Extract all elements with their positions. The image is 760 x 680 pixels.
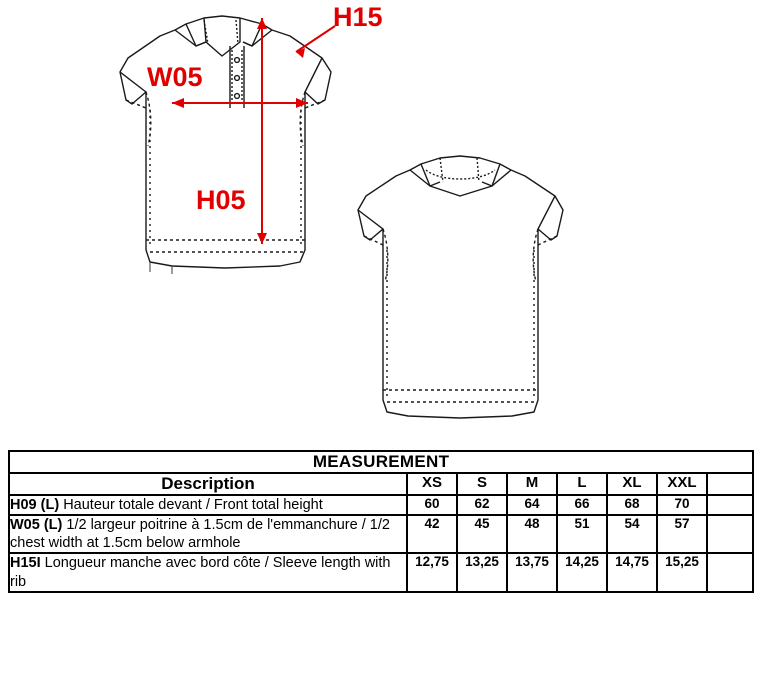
row-h15i-value-xxl: 15,25	[657, 553, 707, 591]
measurement-table	[8, 450, 754, 593]
row-h09-value-s: 62	[457, 495, 507, 515]
row-code-w05: W05 (L)	[10, 517, 63, 534]
row-code-h09: H09 (L)	[10, 497, 60, 513]
row-h15i-value-m: 13,75	[507, 553, 557, 591]
row-w05-value-s: 45	[457, 515, 507, 553]
table-header-row	[9, 473, 753, 495]
row-code-h15i: H15I	[10, 555, 41, 572]
table-row	[9, 495, 753, 515]
row-w05-value-l: 51	[557, 515, 607, 553]
row-h15i-value-l: 14,25	[557, 553, 607, 591]
table-row	[9, 515, 753, 553]
table-title-row	[9, 451, 753, 473]
polo-back-outline	[358, 156, 563, 418]
column-header-spare	[707, 473, 753, 495]
table-row	[9, 553, 753, 591]
row-w05-value-xxl: 57	[657, 515, 707, 553]
row-h09-spare	[707, 495, 753, 515]
row-h09-value-xxl: 70	[657, 495, 707, 515]
column-header-l: L	[557, 473, 607, 495]
row-h09-value-xl: 68	[607, 495, 657, 515]
row-description-w05	[9, 515, 407, 553]
row-h15i-value-xl: 14,75	[607, 553, 657, 591]
row-w05-spare	[707, 515, 753, 553]
annotation-label-w05: W05	[147, 62, 203, 92]
table-title: MEASUREMENT	[9, 451, 753, 473]
column-header-s: S	[457, 473, 507, 495]
row-h15i-spare	[707, 553, 753, 591]
row-description-h09	[9, 495, 407, 515]
column-header-m: M	[507, 473, 557, 495]
row-description-h15i	[9, 553, 407, 591]
row-h09-value-l: 66	[557, 495, 607, 515]
row-h09-value-xs: 60	[407, 495, 457, 515]
row-w05-value-xl: 54	[607, 515, 657, 553]
column-header-description: Description	[9, 473, 407, 495]
row-text-h15i: Longueur manche avec bord côte / Sleeve length with rib	[10, 555, 391, 590]
row-h15i-value-xs: 12,75	[407, 553, 457, 591]
row-text-h09: Hauteur totale devant / Front total height	[63, 497, 323, 513]
row-w05-value-xs: 42	[407, 515, 457, 553]
column-header-xxl: XXL	[657, 473, 707, 495]
row-text-w05: 1/2 largeur poitrine à 1.5cm de l'emmanchure / 1/2 chest width at 1.5cm below armhole	[10, 517, 390, 552]
column-header-xl: XL	[607, 473, 657, 495]
row-w05-value-m: 48	[507, 515, 557, 553]
annotation-label-h15: H15	[333, 2, 383, 32]
row-h15i-value-s: 13,25	[457, 553, 507, 591]
row-h09-value-m: 64	[507, 495, 557, 515]
annotation-label-h05: H05	[196, 185, 246, 215]
column-header-xs: XS	[407, 473, 457, 495]
